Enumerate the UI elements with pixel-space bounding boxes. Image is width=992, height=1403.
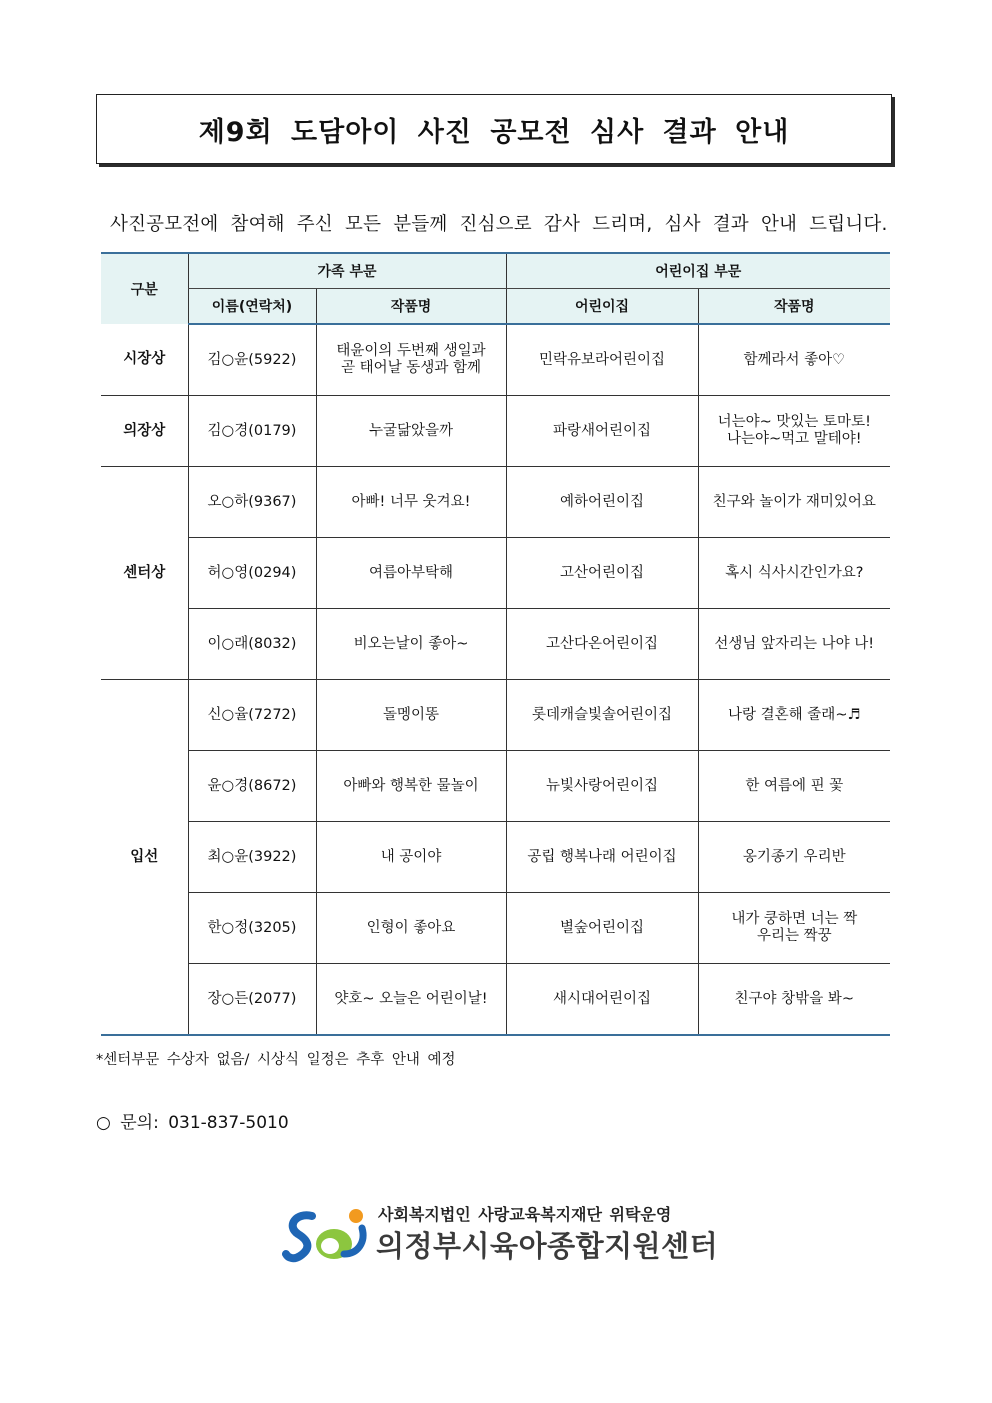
family-work-cell: 내 공이야 <box>316 822 506 893</box>
header-category: 구분 <box>101 253 188 324</box>
header-name-contact: 이름(연락처) <box>188 289 316 325</box>
page-title: 제9회 도담아이 사진 공모전 심사 결과 안내 <box>198 116 790 148</box>
family-work-cell: 비오는날이 좋아~ <box>316 609 506 680</box>
daycare-cell: 고산다온어린이집 <box>506 609 698 680</box>
table-row <box>101 324 890 396</box>
daycare-cell: 뉴빛사랑어린이집 <box>506 751 698 822</box>
daycare-cell: 새시대어린이집 <box>506 964 698 1036</box>
category-cell: 시장상 <box>101 324 188 396</box>
family-work-cell: 아빠! 너무 웃겨요! <box>316 467 506 538</box>
daycare-work-cell: 선생님 앞자리는 나야 나! <box>698 609 890 680</box>
daycare-work-cell: 너는야~ 맛있는 토마토! 나는야~먹고 말테야! <box>698 396 890 467</box>
name-cell: 한○정(3205) <box>188 893 316 964</box>
title-box <box>96 94 892 164</box>
daycare-work-cell: 친구와 놀이가 재미있어요 <box>698 467 890 538</box>
header-family-group: 가족 부문 <box>188 253 506 289</box>
organization-logo <box>282 1200 722 1270</box>
daycare-cell: 고산어린이집 <box>506 538 698 609</box>
logo-mark-icon <box>282 1204 374 1268</box>
category-cell: 의장상 <box>101 396 188 467</box>
name-cell: 최○윤(3922) <box>188 822 316 893</box>
category-cell: 센터상 <box>101 467 188 680</box>
footnote: *센터부문 수상자 없음/ 시상식 일정은 추후 안내 예정 <box>96 1052 456 1068</box>
daycare-cell: 파랑새어린이집 <box>506 396 698 467</box>
table-row <box>101 751 890 822</box>
header-daycare: 어린이집 <box>506 289 698 325</box>
name-cell: 김○경(0179) <box>188 396 316 467</box>
header-work-title: 작품명 <box>316 289 506 325</box>
daycare-cell: 롯데캐슬빛솔어린이집 <box>506 680 698 751</box>
daycare-cell: 민락유보라어린이집 <box>506 324 698 396</box>
daycare-work-cell: 함께라서 좋아♡ <box>698 324 890 396</box>
family-work-cell: 아빠와 행복한 물놀이 <box>316 751 506 822</box>
daycare-work-cell: 친구야 창밖을 봐~ <box>698 964 890 1036</box>
daycare-work-cell: 옹기종기 우리반 <box>698 822 890 893</box>
name-cell: 신○율(7272) <box>188 680 316 751</box>
daycare-cell: 예하어린이집 <box>506 467 698 538</box>
daycare-cell: 별숲어린이집 <box>506 893 698 964</box>
table-row <box>101 893 890 964</box>
daycare-cell: 공립 행복나래 어린이집 <box>506 822 698 893</box>
family-work-cell: 여름아부탁해 <box>316 538 506 609</box>
header-daycare-group: 어린이집 부문 <box>506 253 890 289</box>
name-cell: 오○하(9367) <box>188 467 316 538</box>
family-work-cell: 태윤이의 두번째 생일과 곧 태어날 동생과 함께 <box>316 324 506 396</box>
header-daycare-work-title: 작품명 <box>698 289 890 325</box>
logo-name: 의정부시육아종합지원센터 <box>376 1229 719 1263</box>
contact-info: ○ 문의: 031-837-5010 <box>96 1113 289 1133</box>
table-row <box>101 822 890 893</box>
table-row <box>101 680 890 751</box>
name-cell: 허○영(0294) <box>188 538 316 609</box>
family-work-cell: 누굴닮았을까 <box>316 396 506 467</box>
results-table <box>101 252 890 1036</box>
daycare-work-cell: 내가 쿵하면 너는 짝 우리는 짝꿍 <box>698 893 890 964</box>
family-work-cell: 인형이 좋아요 <box>316 893 506 964</box>
family-work-cell: 돌멩이똥 <box>316 680 506 751</box>
intro-text: 사진공모전에 참여해 주신 모든 분들께 진심으로 감사 드리며, 심사 결과 안내 드립니다. <box>110 214 888 235</box>
table-row <box>101 396 890 467</box>
daycare-work-cell: 나랑 결혼해 줄래~♬ <box>698 680 890 751</box>
category-cell: 입선 <box>101 680 188 1036</box>
table-row <box>101 467 890 538</box>
name-cell: 윤○경(8672) <box>188 751 316 822</box>
family-work-cell: 얏호~ 오늘은 어린이날! <box>316 964 506 1036</box>
table-row <box>101 609 890 680</box>
table-row <box>101 538 890 609</box>
name-cell: 장○든(2077) <box>188 964 316 1036</box>
logo-subtitle: 사회복지법인 사랑교육복지재단 위탁운영 <box>378 1205 672 1224</box>
daycare-work-cell: 한 여름에 핀 꽃 <box>698 751 890 822</box>
table-row <box>101 964 890 1036</box>
daycare-work-cell: 혹시 식사시간인가요? <box>698 538 890 609</box>
name-cell: 이○래(8032) <box>188 609 316 680</box>
name-cell: 김○윤(5922) <box>188 324 316 396</box>
